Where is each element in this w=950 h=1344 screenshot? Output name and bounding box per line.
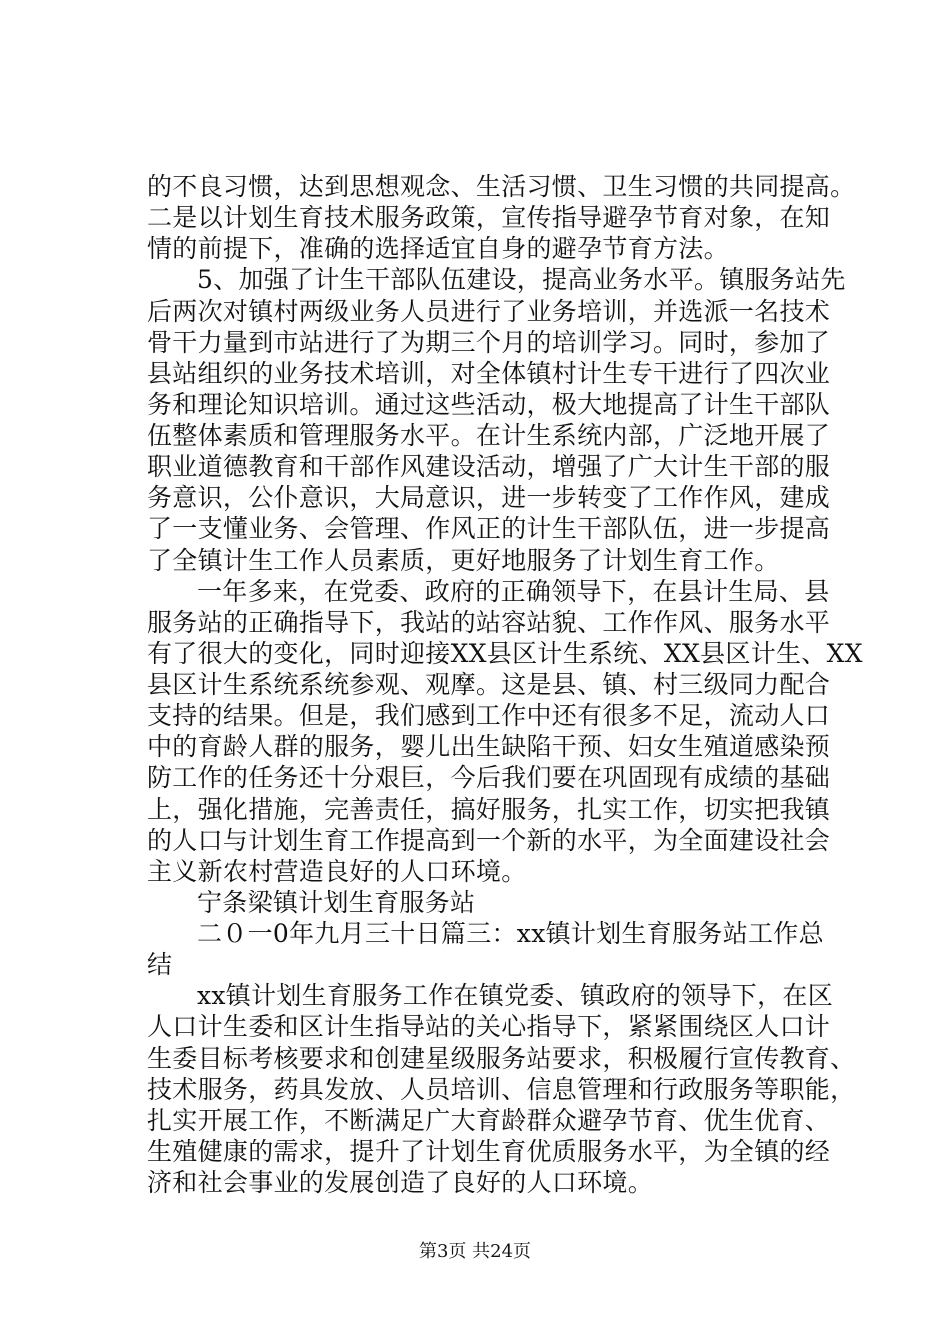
paragraph-start-line: xx镇计划生育服务工作在镇党委、镇政府的领导下，在区 bbox=[197, 981, 834, 1010]
text-line: 后两次对镇村两级业务人员进行了业务培训，并选派一名技术 bbox=[147, 297, 831, 326]
text-line: 生殖健康的需求，提升了计划生育优质服务水平，为全镇的经 bbox=[147, 1137, 831, 1166]
text-line: 县站组织的业务技术培训，对全体镇村计生专干进行了四次业 bbox=[147, 359, 831, 388]
text-line: 伍整体素质和管理服务水平。在计生系统内部，广泛地开展了 bbox=[147, 421, 831, 450]
text-line: 济和社会事业的发展创造了良好的人口环境。 bbox=[147, 1168, 654, 1197]
text-line: 防工作的任务还十分艰巨，今后我们要在巩固现有成绩的基础 bbox=[147, 763, 831, 792]
text-line: 县区计生系统系统参观、观摩。这是县、镇、村三级同力配合 bbox=[147, 670, 831, 699]
text-line: 骨干力量到市站进行了为期三个月的培训学习。同时，参加了 bbox=[147, 328, 831, 357]
text-line: 的人口与计划生育工作提高到一个新的水平，为全面建设社会 bbox=[147, 826, 831, 855]
text-line: 二是以计划生育技术服务政策，宣传指导避孕节育对象，在知 bbox=[147, 203, 831, 232]
text-line: 主义新农村营造良好的人口环境。 bbox=[147, 857, 527, 886]
date-and-heading-line: 二０一0年九月三十日篇三：xx镇计划生育服务站工作总 bbox=[197, 919, 824, 948]
text-line: 情的前提下，准确的选择适宜自身的避孕节育方法。 bbox=[147, 234, 729, 263]
text-line: 了全镇计生工作人员素质，更好地服务了计划生育工作。 bbox=[147, 546, 780, 575]
text-line: 中的育龄人群的服务，婴儿出生缺陷干预、妇女生殖道感染预 bbox=[147, 732, 831, 761]
text-line: 扎实开展工作，不断满足广大育龄群众避孕节育、优生优育、 bbox=[147, 1106, 831, 1135]
text-line: 支持的结果。但是，我们感到工作中还有很多不足，流动人口 bbox=[147, 701, 831, 730]
text-line: 技术服务，药具发放、人员培训、信息管理和行政服务等职能， bbox=[147, 1075, 856, 1104]
page-number-footer: 第3页 共24页 bbox=[418, 1241, 532, 1262]
text-line: 上，强化措施，完善责任，搞好服务，扎实工作，切实把我镇 bbox=[147, 795, 831, 824]
text-line: 职业道德教育和干部作风建设活动，增强了广大计生干部的服 bbox=[147, 452, 831, 481]
paragraph-start-line: 5、加强了计生干部队伍建设，提高业务水平。镇服务站先 bbox=[197, 265, 846, 294]
heading-continuation: 结 bbox=[147, 950, 173, 979]
text-line: 务意识，公仆意识，大局意识，进一步转变了工作作风，建成 bbox=[147, 483, 831, 512]
text-line: 生委目标考核要求和创建星级服务站要求，积极履行宣传教育、 bbox=[147, 1044, 856, 1073]
text-line: 了一支懂业务、会管理、作风正的计生干部队伍，进一步提高 bbox=[147, 514, 831, 543]
text-line: 服务站的正确指导下，我站的站容站貌、工作作风、服务水平 bbox=[147, 608, 831, 637]
signature-org: 宁条梁镇计划生育服务站 bbox=[197, 888, 476, 917]
text-line: 的不良习惯，达到思想观念、生活习惯、卫生习惯的共同提高。 bbox=[147, 172, 856, 201]
text-line: 有了很大的变化，同时迎接XX县区计生系统、XX县区计生、XX bbox=[147, 639, 863, 668]
paragraph-start-line: 一年多来，在党委、政府的正确领导下，在县计生局、县 bbox=[197, 577, 830, 606]
text-line: 务和理论知识培训。通过这些活动，极大地提高了计生干部队 bbox=[147, 390, 831, 419]
text-line: 人口计生委和区计生指导站的关心指导下，紧紧围绕区人口计 bbox=[147, 1012, 831, 1041]
